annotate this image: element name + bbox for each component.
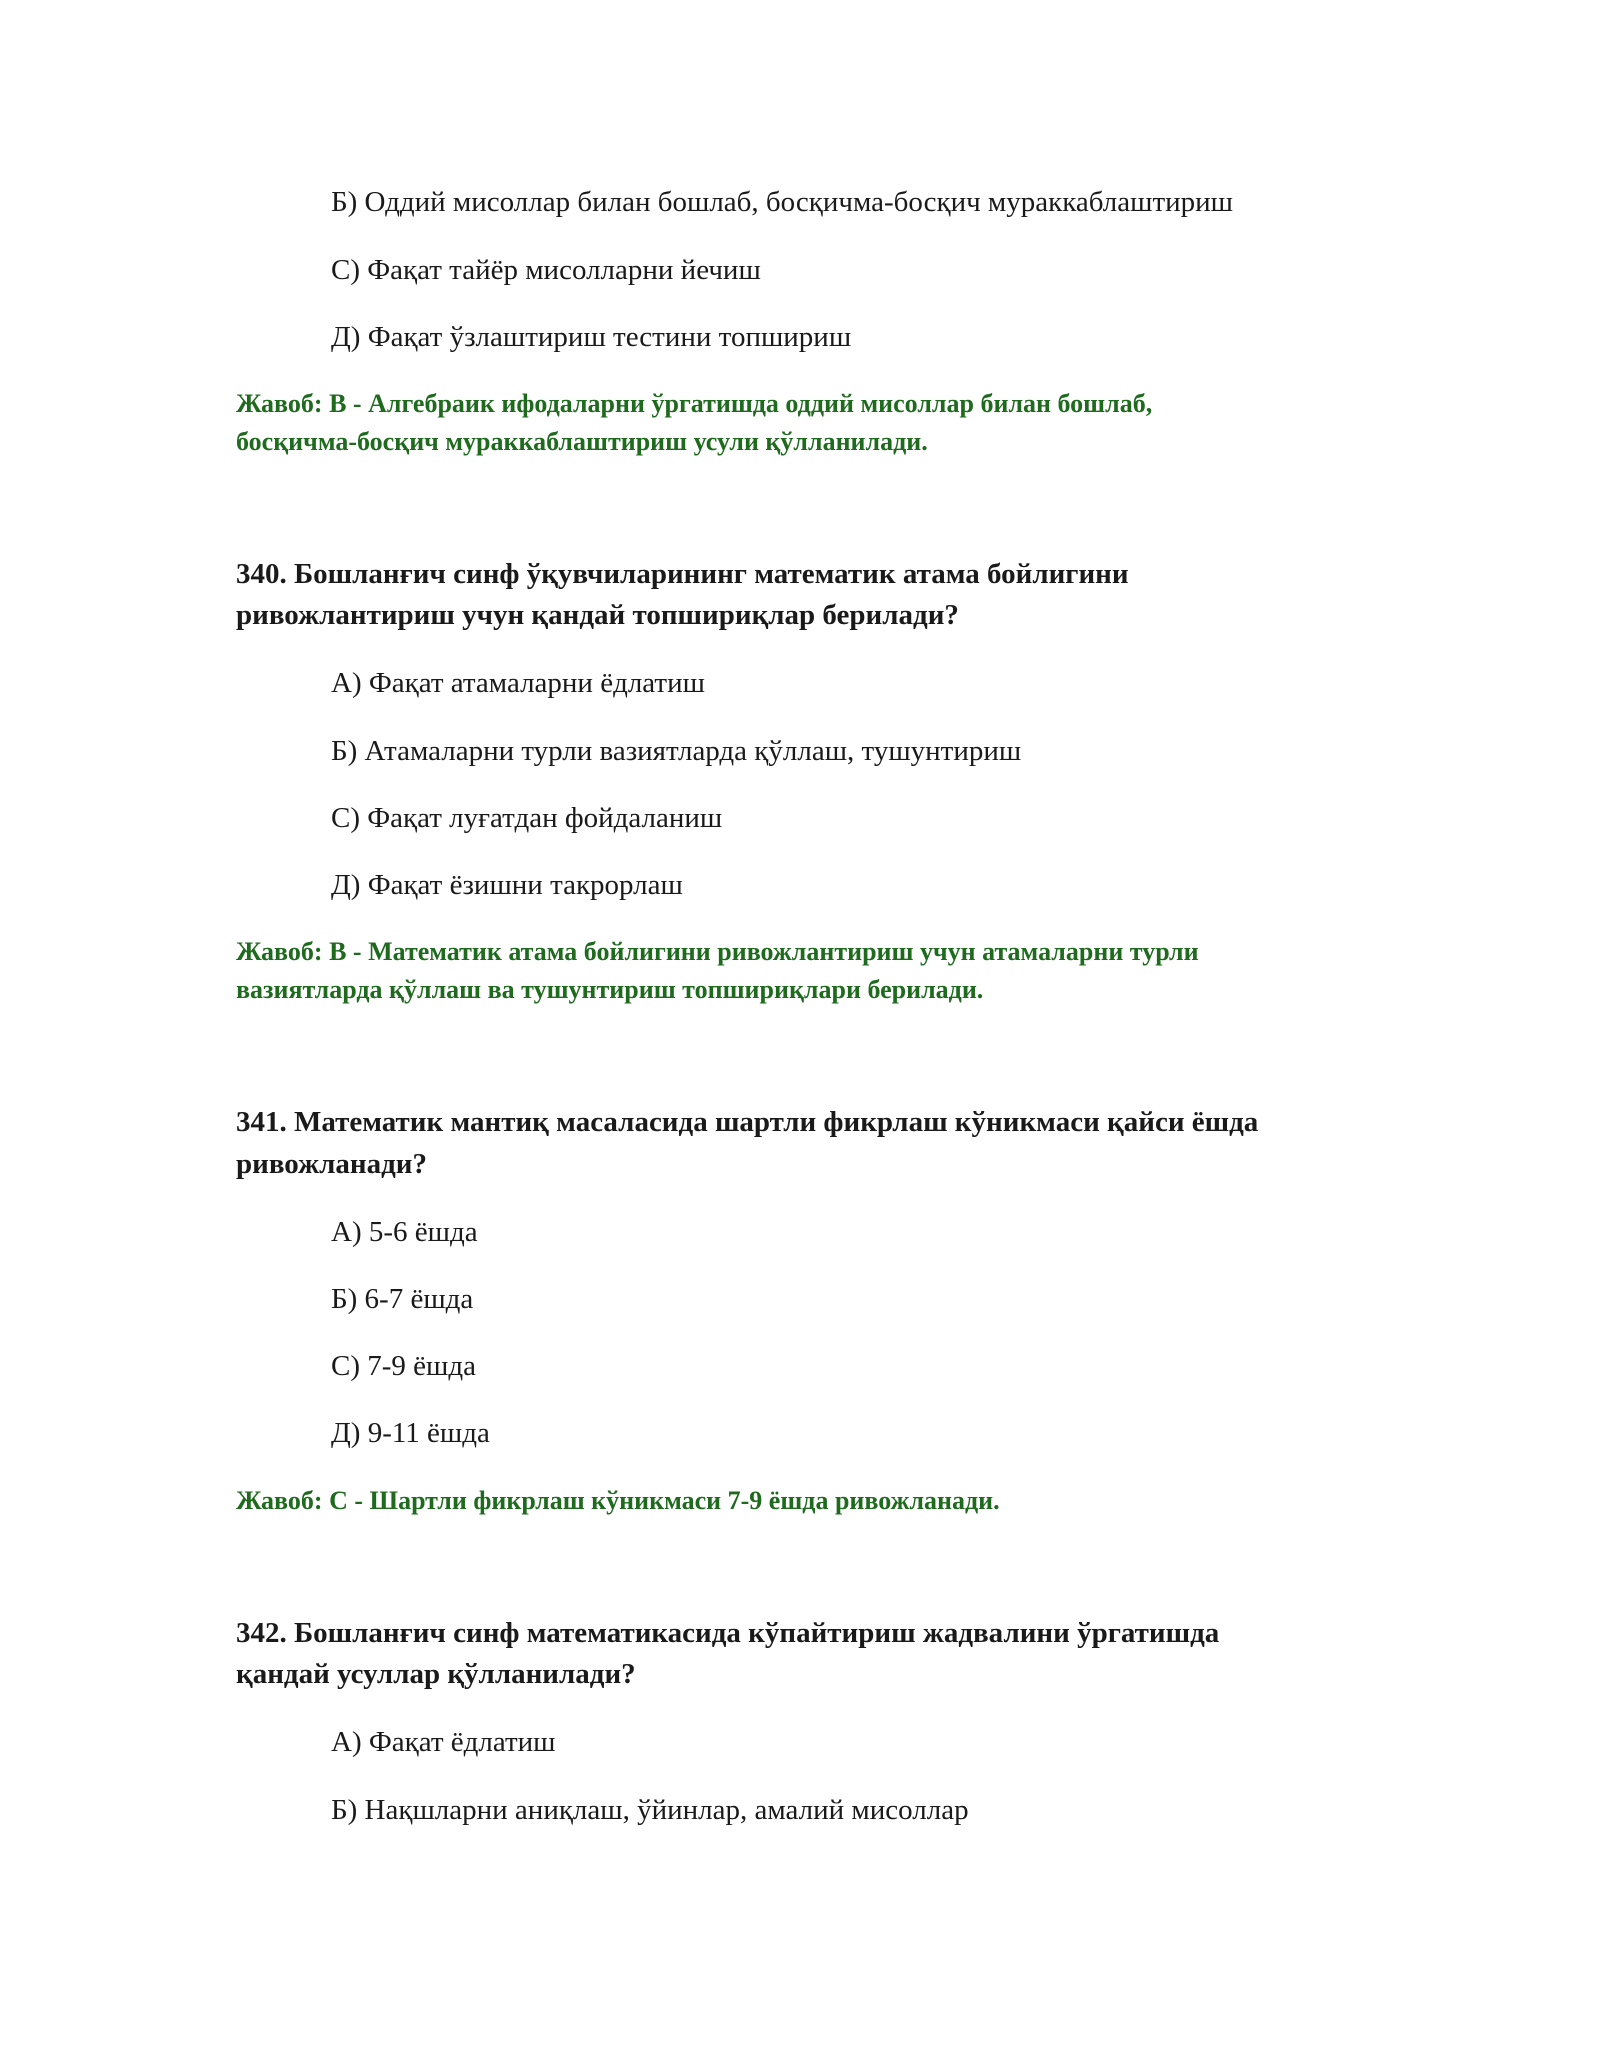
- answer-line: Жавоб: В - Математик атама бойлигини ривожлантириш учун атамаларни турли: [236, 937, 1199, 966]
- option-b: Б) Нақшларни аниқлаш, ўйинлар, амалий мисоллар: [331, 1794, 969, 1826]
- question-342-title: қандай усуллар қўлланилади?: [236, 1658, 636, 1690]
- option-d: Д) Фақат ўзлаштириш тестини топшириш: [331, 321, 852, 353]
- option-a: А) Фақат атамаларни ёдлатиш: [331, 667, 705, 699]
- question-341-title: 341. Математик мантиқ масаласида шартли фикрлаш кўникмаси қайси ёшда: [236, 1106, 1259, 1138]
- answer-line: Жавоб: В - Алгебраик ифодаларни ўргатишда оддий мисоллар билан бошлаб,: [236, 389, 1153, 418]
- option-c: С) 7-9 ёшда: [331, 1350, 476, 1382]
- answer-line: вазиятларда қўллаш ва тушунтириш топшириқлари берилади.: [236, 975, 984, 1004]
- option-a: А) 5-6 ёшда: [331, 1216, 478, 1248]
- option-c: С) Фақат луғатдан фойдаланиш: [331, 802, 723, 834]
- option-d: Д) 9-11 ёшда: [331, 1417, 490, 1449]
- option-b: Б) Атамаларни турли вазиятларда қўллаш, тушунтириш: [331, 735, 1022, 767]
- question-340-title: ривожлантириш учун қандай топшириқлар берилади?: [236, 599, 959, 631]
- option-a: А) Фақат ёдлатиш: [331, 1726, 556, 1758]
- question-342-title: 342. Бошланғич синф математикасида кўпайтириш жадвалини ўргатишда: [236, 1617, 1220, 1649]
- answer-line: босқичма-босқич мураккаблаштириш усули қўлланилади.: [236, 427, 928, 456]
- option-b: Б) 6-7 ёшда: [331, 1283, 474, 1315]
- option-c: С) Фақат тайёр мисолларни йечиш: [331, 254, 761, 286]
- option-b: Б) Оддий мисоллар билан бошлаб, босқичма-босқич мураккаблаштириш: [331, 186, 1234, 218]
- answer-line: Жавоб: С - Шартли фикрлаш кўникмаси 7-9 ёшда ривожланади.: [236, 1486, 1000, 1515]
- question-340-title: 340. Бошланғич синф ўқувчиларининг математик атама бойлигини: [236, 558, 1129, 590]
- question-341-title: ривожланади?: [236, 1148, 427, 1180]
- option-d: Д) Фақат ёзишни такрорлаш: [331, 869, 683, 901]
